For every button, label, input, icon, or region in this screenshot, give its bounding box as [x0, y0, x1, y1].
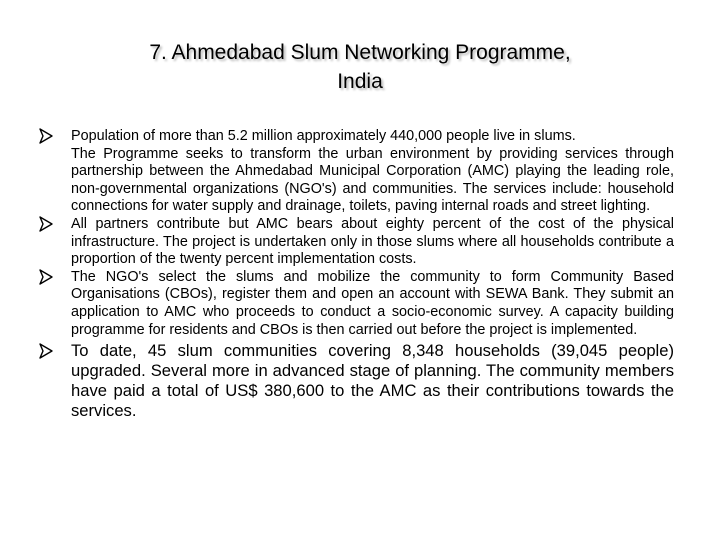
bullet-item-partners — [36, 216, 674, 269]
slide-title — [60, 38, 660, 96]
arrowhead-bullet-icon — [39, 269, 53, 285]
bullet-text: To date, 45 slum communities covering 8,348 households (39,045 people) upgraded. Several more in advanced stage of planning. The community members have paid a total of US$ 380,600 to the AMC as their contributions towards the services. — [71, 341, 674, 421]
title-line-1: 7. Ahmedabad Slum Networking Programme, — [149, 41, 571, 64]
bullet-text — [71, 128, 674, 216]
bullet-text: The NGO's select the slums and mobilize the community to form Community Based Organisations (CBOs), register them and open an account with SEWA Bank. They submit an application to AMC who proceeds to conduct a socio-economic survey. A capacity building programme for residents and CBOs is then carried out before the project is implemented. — [71, 268, 674, 338]
bullet-item-to-date — [36, 341, 674, 421]
title-line-2: India — [337, 70, 383, 93]
bullet-text: All partners contribute but AMC bears about eighty percent of the cost of the physical infrastructure. The project is undertaken only in those slums where all households contribute a proportion of the twenty percent implementation costs. — [71, 215, 674, 268]
arrowhead-bullet-icon — [39, 216, 53, 232]
bullet-first-line: Population of more than 5.2 million approximately 440,000 people live in slums. — [71, 128, 576, 144]
bullet-list — [36, 128, 674, 421]
bullet-item-ngos — [36, 269, 674, 339]
arrowhead-bullet-icon — [39, 128, 53, 144]
bullet-item-population — [36, 128, 674, 216]
arrowhead-bullet-icon — [39, 343, 53, 359]
bullet-continuation: The Programme seeks to transform the urban environment by providing services through partnership between the Ahmedabad Municipal Corporation (AMC) playing the leading role, non-governmental organizations (NGO's) and communities. The services include: household connections for water supply and drainage, toilets, paving internal roads and street lighting. — [71, 145, 674, 215]
